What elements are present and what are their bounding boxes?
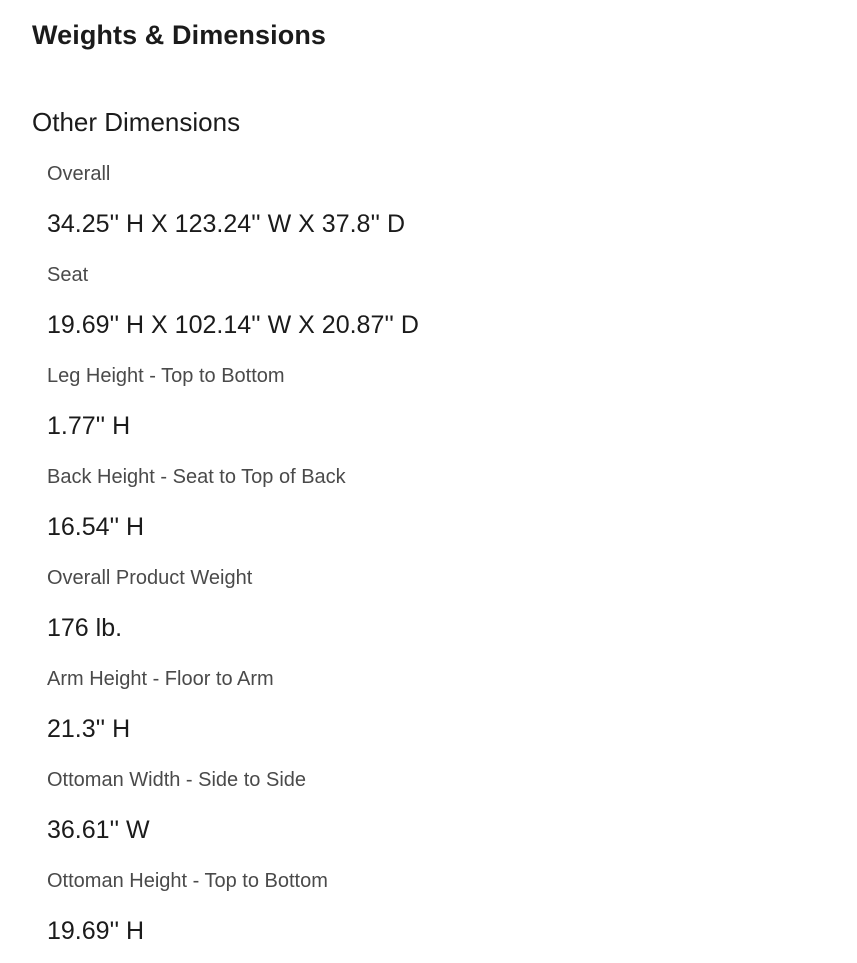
spec-label: Overall Product Weight [47,567,253,589]
spec-value: 36.61'' W [47,816,150,844]
spec-label: Arm Height - Floor to Arm [47,668,274,690]
spec-item-ottoman-height [47,862,419,963]
spec-list [47,155,419,963]
spec-label: Ottoman Width - Side to Side [47,769,307,791]
spec-item-seat [47,256,419,357]
group-title: Other Dimensions [32,107,241,137]
spec-label: Back Height - Seat to Top of Back [47,466,346,488]
spec-item-ottoman-width [47,761,419,862]
spec-value: 34.25'' H X 123.24'' W X 37.8'' D [47,210,405,238]
spec-value: 21.3'' H [47,715,131,743]
spec-label: Seat [47,264,89,286]
spec-item-arm-height [47,660,419,761]
spec-label: Ottoman Height - Top to Bottom [47,870,328,892]
spec-item-back-height [47,458,419,559]
spec-label: Overall [47,163,111,185]
spec-value: 1.77'' H [47,412,131,440]
spec-item-leg-height [47,357,419,458]
spec-value: 19.69'' H [47,917,145,945]
spec-item-product-weight [47,559,419,660]
spec-item-overall [47,155,419,256]
spec-value: 19.69'' H X 102.14'' W X 20.87'' D [47,311,419,339]
spec-label: Leg Height - Top to Bottom [47,365,285,387]
section-title: Weights & Dimensions [32,20,327,50]
spec-value: 176 lb. [47,614,123,642]
spec-value: 16.54'' H [47,513,145,541]
